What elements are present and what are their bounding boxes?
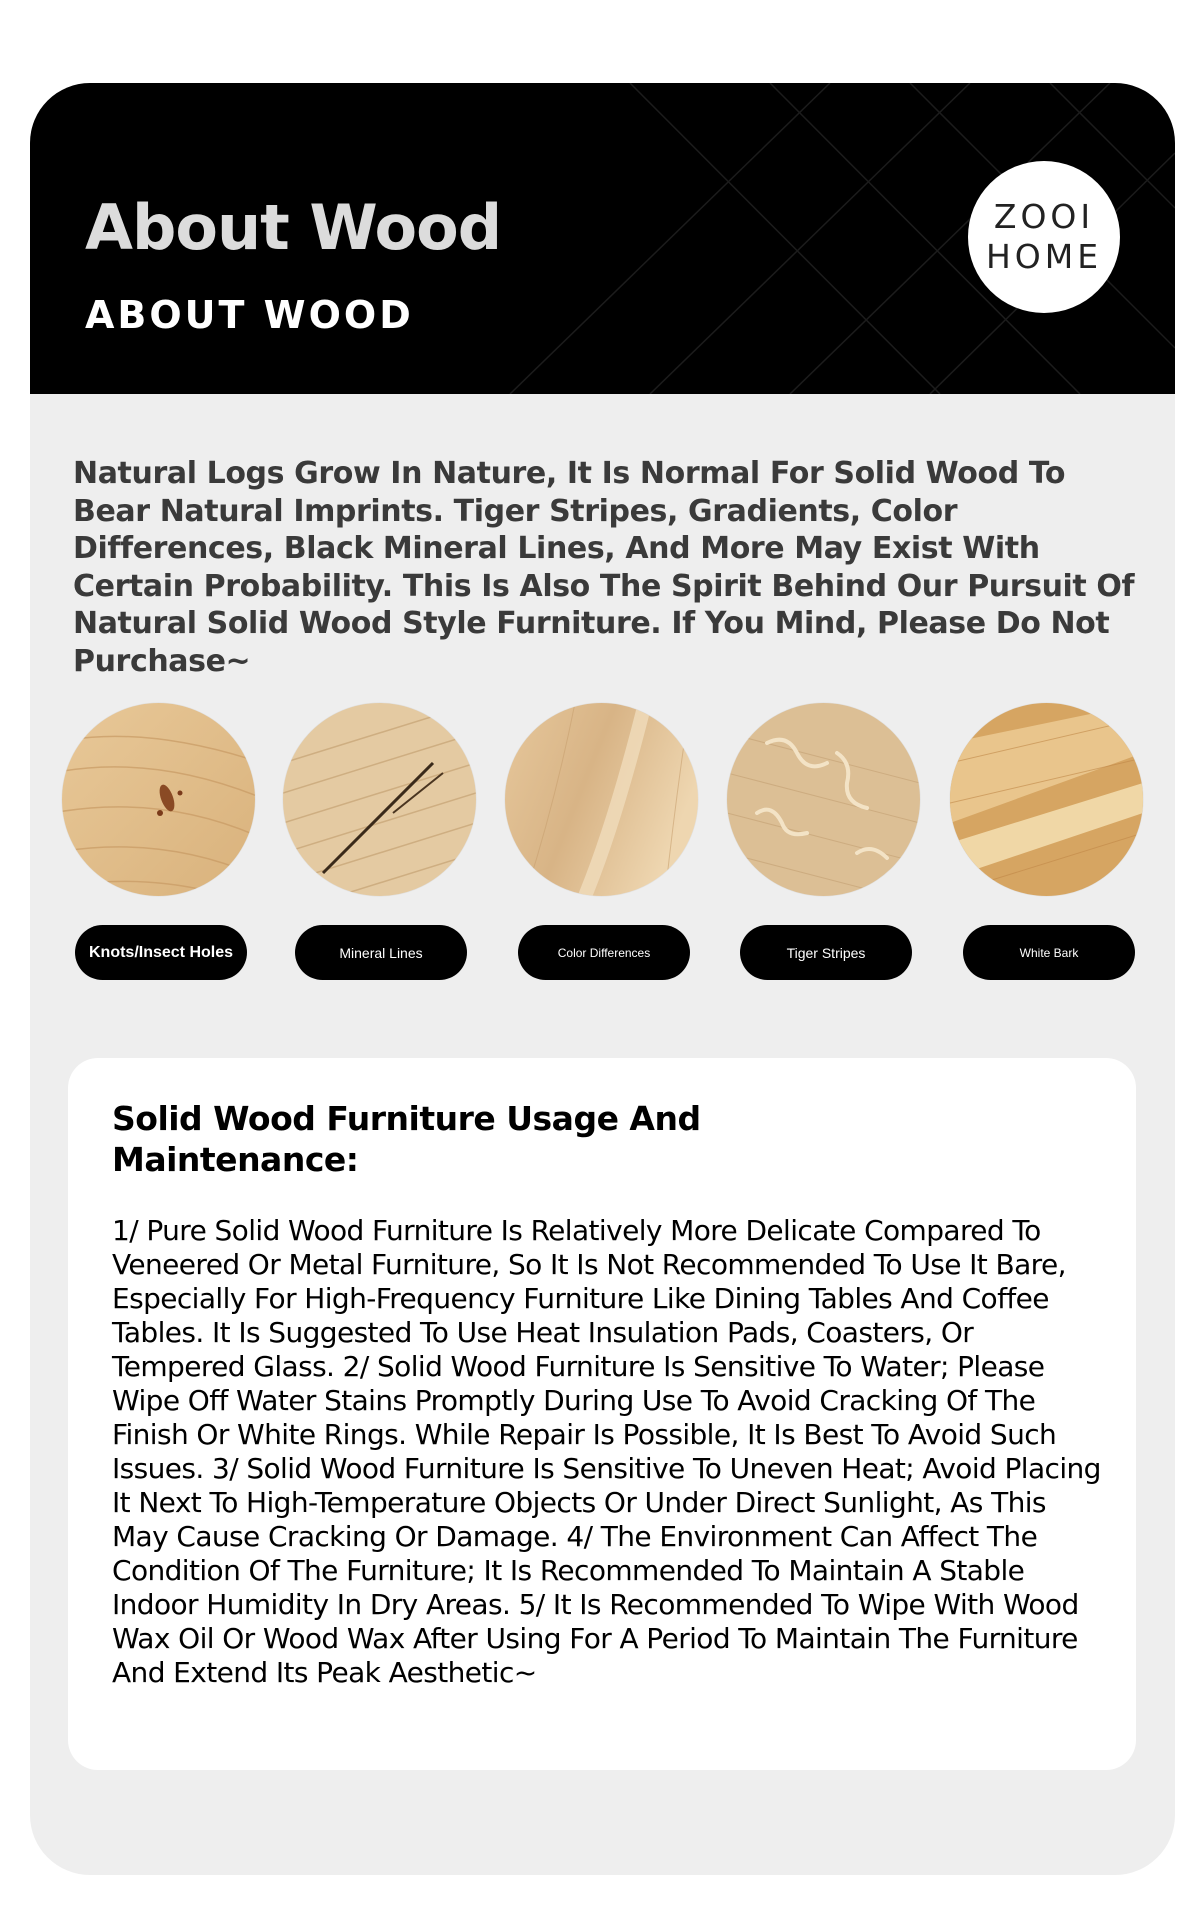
- about-wood-card: [30, 83, 1175, 1875]
- maintenance-body: 1/ Pure Solid Wood Furniture Is Relatively More Delicate Compared To Veneered Or Metal Furniture, So It Is Not Recommended To Use It Bare, Especially For High-Frequency Furniture Like Dining Tables And Coffee Tables. It Is Suggested To Use Heat Insulation Pads, Coasters, Or Tempered Glass. 2/ Solid Wood Furniture Is Sensitive To Water; Please Wipe Off Water Stains Promptly During Use To Avoid Cracking Of The Finish Or White Rings. While Repair Is Possible, It Is Best To Avoid Such Issues. 3/ Solid Wood Furniture Is Sensitive To Uneven Heat; Avoid Placing It Next To High-Temperature Objects Or Under Direct Sunlight, As This May Cause Cracking Or Damage. 4/ The Environment Can Affect The Condition Of The Furniture; It Is Recommended To Maintain A Stable Indoor Humidity In Dry Areas. 5/ It Is Recommended To Wipe With Wood Wax Oil Or Wood Wax After Using For A Period To Maintain The Furniture And Extend Its Peak Aesthetic~: [112, 1214, 1101, 1689]
- wood-sample-white-bark-image: [950, 703, 1143, 896]
- label-mineral-lines: Mineral Lines: [295, 925, 467, 980]
- intro-text: Natural Logs Grow In Nature, It Is Normal For Solid Wood To Bear Natural Imprints. Tiger Stripes, Gradients, Color Differences, Black Mineral Lines, And More May Exist With Certain Probability. This Is Also The Spirit Behind Our Pursuit Of Natural Solid Wood Style Furniture. If You Mind, Please Do Not Purchase~: [73, 456, 1135, 679]
- label-white-bark: White Bark: [963, 925, 1135, 980]
- wood-sample-mineral-lines-image: [283, 703, 476, 896]
- header-banner: [30, 83, 1175, 394]
- logo-line-1: ZOOI: [993, 197, 1095, 236]
- page-title: About Wood: [85, 191, 502, 264]
- wood-sample-color-differences-image: [505, 703, 698, 896]
- maintenance-title: Solid Wood Furniture Usage And Maintenance:: [112, 1099, 701, 1179]
- wood-sample-knots-image: [62, 703, 255, 896]
- logo-line-2: HOME: [985, 237, 1103, 276]
- page-subtitle: ABOUT WOOD: [85, 293, 414, 337]
- label-knots-insect-holes: Knots/Insect Holes: [75, 925, 247, 980]
- wood-sample-tiger-stripes-image: [727, 703, 920, 896]
- maintenance-panel: [68, 1058, 1136, 1770]
- label-tiger-stripes: Tiger Stripes: [740, 925, 912, 980]
- brand-logo: [968, 161, 1120, 313]
- label-color-differences: Color Differences: [518, 925, 690, 980]
